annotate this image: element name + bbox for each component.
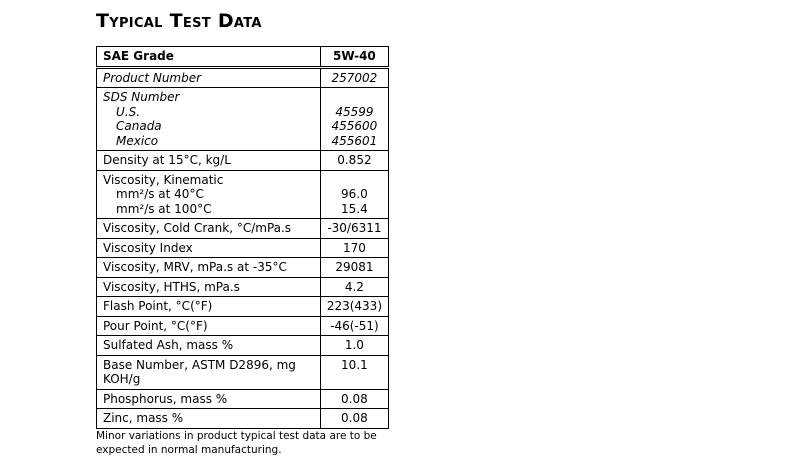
header-label: SAE Grade xyxy=(97,47,321,68)
row-value: -46(-51) xyxy=(320,316,388,336)
row-value: 29081 xyxy=(320,258,388,278)
footnote: Minor variations in product typical test data are to be expected in normal manufacturing. xyxy=(96,430,377,456)
table-row xyxy=(97,67,389,88)
row-value: 4.2 xyxy=(320,277,388,297)
row-label: Density at 15°C, kg/L xyxy=(97,151,321,171)
row-label: Pour Point, °C(°F) xyxy=(97,316,321,336)
table-row xyxy=(97,170,389,219)
row-value xyxy=(320,170,388,219)
table-row xyxy=(97,389,389,409)
sds-us-value: 45599 xyxy=(335,104,374,119)
row-label xyxy=(97,88,321,151)
sds-label: SDS Number xyxy=(103,90,180,104)
viscosity-kinematic-label: Viscosity, Kinematic xyxy=(103,172,224,187)
header-grade: 5W-40 xyxy=(320,47,388,68)
row-label: Zinc, mass % xyxy=(97,409,321,429)
row-value: 257002 xyxy=(320,67,388,88)
sds-mexico-value: 455601 xyxy=(331,133,378,148)
table-row xyxy=(97,88,389,151)
row-value: 0.08 xyxy=(320,409,388,429)
row-label: Viscosity, MRV, mPa.s at -35°C xyxy=(97,258,321,278)
table-row xyxy=(97,151,389,171)
table-row xyxy=(97,277,389,297)
table-row xyxy=(97,336,389,356)
table-row xyxy=(97,409,389,429)
row-value: 170 xyxy=(320,238,388,258)
row-value: -30/6311 xyxy=(320,219,388,239)
row-label: Viscosity, Cold Crank, °C/mPa.s xyxy=(97,219,321,239)
row-label: Viscosity Index xyxy=(97,238,321,258)
row-label: Base Number, ASTM D2896, mg KOH/g xyxy=(97,355,321,389)
viscosity-100c-value: 15.4 xyxy=(341,201,368,216)
sds-canada-value: 455600 xyxy=(331,119,378,133)
table-header-row xyxy=(97,47,389,68)
typical-test-data-table xyxy=(96,46,389,429)
sds-canada-label: Canada xyxy=(116,119,162,133)
row-label xyxy=(97,170,321,219)
table-row xyxy=(97,355,389,389)
row-value: 1.0 xyxy=(320,336,388,356)
table-row xyxy=(97,316,389,336)
viscosity-100c-label: mm²/s at 100°C xyxy=(116,201,212,216)
row-label: Product Number xyxy=(97,67,321,88)
row-value xyxy=(320,88,388,151)
row-label: Phosphorus, mass % xyxy=(97,389,321,409)
row-label: Viscosity, HTHS, mPa.s xyxy=(97,277,321,297)
row-label: Sulfated Ash, mass % xyxy=(97,336,321,356)
row-value: 223(433) xyxy=(320,297,388,317)
table-row xyxy=(97,238,389,258)
table-row xyxy=(97,258,389,278)
row-value: 0.08 xyxy=(320,389,388,409)
viscosity-40c-label: mm²/s at 40°C xyxy=(116,187,204,201)
sds-us-label: U.S. xyxy=(116,104,141,119)
sds-mexico-label: Mexico xyxy=(116,133,159,148)
viscosity-40c-value: 96.0 xyxy=(341,187,368,201)
row-value: 0.852 xyxy=(320,151,388,171)
row-value: 10.1 xyxy=(320,355,388,389)
row-label: Flash Point, °C(°F) xyxy=(97,297,321,317)
section-title: Typical Test Data xyxy=(96,10,262,32)
table-row xyxy=(97,297,389,317)
table-row xyxy=(97,219,389,239)
